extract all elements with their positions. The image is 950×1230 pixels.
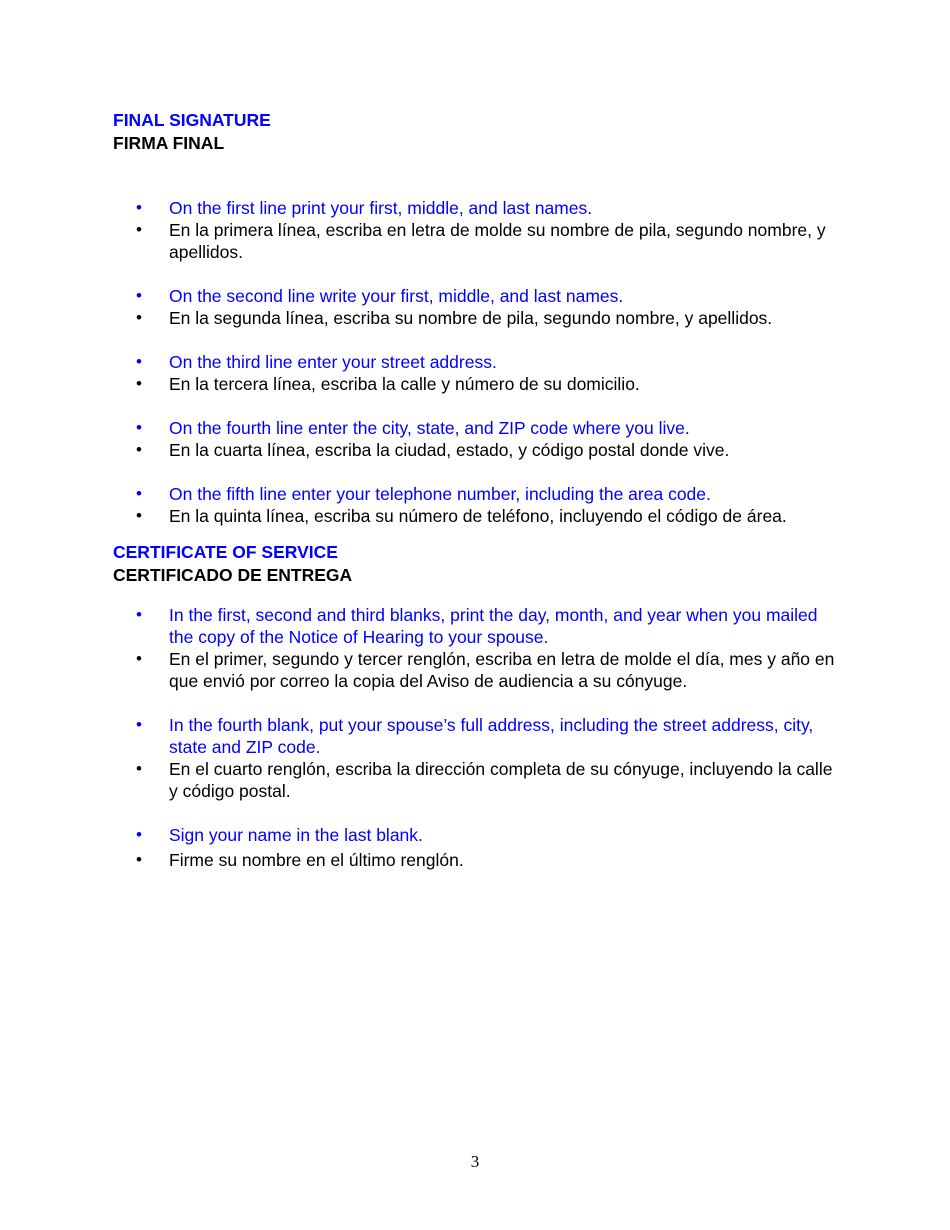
list-item: • Sign your name in the last blank. [136, 825, 423, 845]
bullet-icon: • [136, 850, 142, 869]
instruction-group [113, 417, 843, 461]
bullet-icon: • [136, 605, 142, 624]
instruction-group [113, 824, 843, 871]
list-item: • Firme su nombre en el último renglón. [136, 850, 464, 870]
list-item: • En la segunda línea, escriba su nombre de pila, segundo nombre, y apellidos. [136, 308, 773, 328]
list-item: • En la quinta línea, escriba su número de teléfono, incluyendo el código de área. [136, 506, 787, 526]
list-item: • On the third line enter your street address. [136, 352, 497, 372]
bullet-icon: • [136, 352, 142, 371]
bullet-icon: • [136, 220, 142, 239]
list-item: • In the first, second and third blanks, print the day, month, and year when you mailed the copy of the Notice of Hearing to your spouse. [136, 605, 818, 647]
bullet-icon: • [136, 198, 142, 217]
section-title-es: FIRMA FINAL [113, 133, 225, 153]
bullet-icon: • [136, 715, 142, 734]
page-content [113, 109, 843, 871]
instruction-group [113, 483, 843, 527]
list-item: • In the fourth blank, put your spouse’s full address, including the street address, city, state and ZIP code. [136, 715, 814, 757]
section-final-signature [113, 109, 843, 527]
bullet-icon: • [136, 649, 142, 668]
list-item: • En el cuarto renglón, escriba la dirección completa de su cónyuge, incluyendo la calle y código postal. [136, 759, 833, 801]
instruction-group [113, 197, 843, 263]
bullet-icon: • [136, 759, 142, 778]
section-certificate-of-service [113, 541, 843, 871]
bullet-icon: • [136, 374, 142, 393]
list-item: • En la tercera línea, escriba la calle y número de su domicilio. [136, 374, 640, 394]
list-item: • On the fourth line enter the city, state, and ZIP code where you live. [136, 418, 690, 438]
list-item: • On the fifth line enter your telephone number, including the area code. [136, 484, 711, 504]
instruction-group [113, 351, 843, 395]
page-number: 3 [470, 1152, 480, 1171]
section-title-en: CERTIFICATE OF SERVICE [113, 542, 338, 562]
bullet-icon: • [136, 286, 142, 305]
section-title-en: FINAL SIGNATURE [113, 110, 271, 130]
list-item: • En la primera línea, escriba en letra de molde su nombre de pila, segundo nombre, y apellidos. [136, 220, 826, 262]
instruction-group [113, 285, 843, 329]
list-item: • En el primer, segundo y tercer renglón, escriba en letra de molde el día, mes y año en que envió por correo la copia del Aviso de audiencia a su cónyuge. [136, 649, 835, 691]
list-item: • On the first line print your first, middle, and last names. [136, 198, 593, 218]
instruction-group [113, 604, 843, 692]
bullet-icon: • [136, 418, 142, 437]
list-item: • En la cuarta línea, escriba la ciudad, estado, y código postal donde vive. [136, 440, 730, 460]
section-title-es: CERTIFICADO DE ENTREGA [113, 565, 353, 585]
instruction-group [113, 714, 843, 802]
bullet-icon: • [136, 825, 142, 844]
list-item: • On the second line write your first, middle, and last names. [136, 286, 624, 306]
bullet-icon: • [136, 484, 142, 503]
bullet-icon: • [136, 440, 142, 459]
bullet-icon: • [136, 506, 142, 525]
bullet-icon: • [136, 308, 142, 327]
